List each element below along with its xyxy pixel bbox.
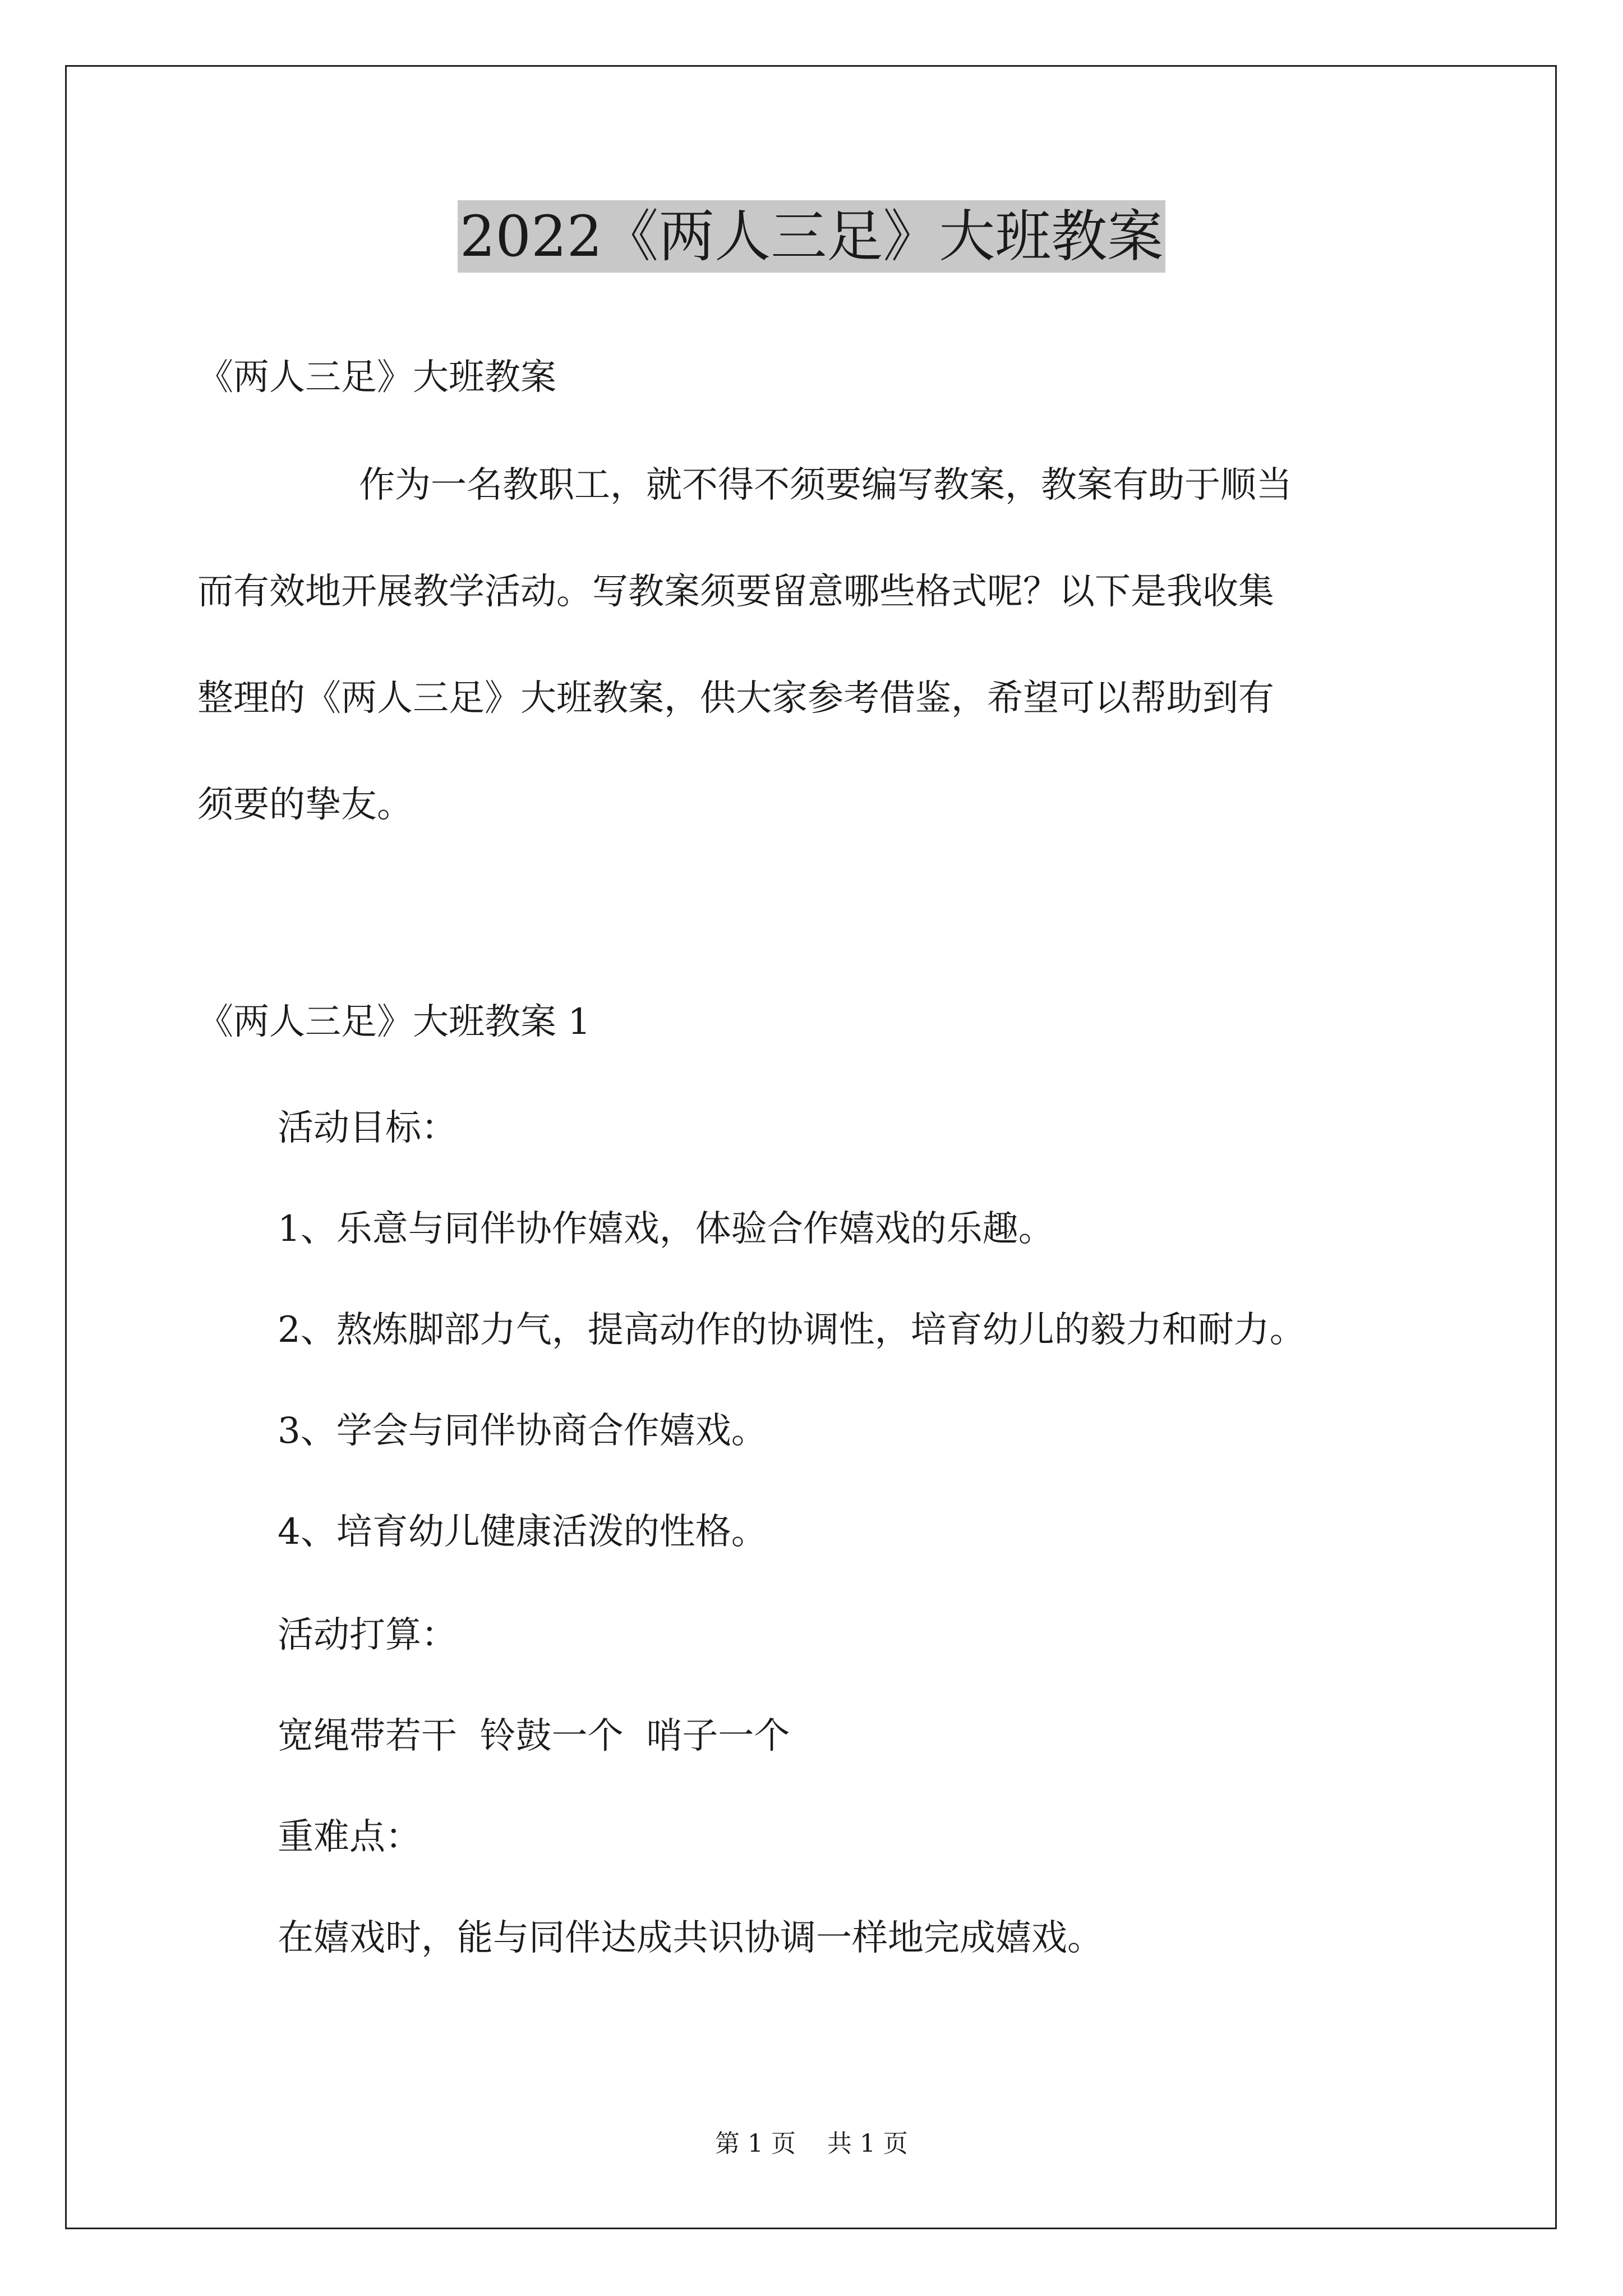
prep-text: 宽绳带若干 铃鼓一个 哨子一个 — [278, 1715, 790, 1757]
section-heading: 《两人三足》大班教案 1 — [197, 1001, 591, 1043]
goals-label: 活动目标： — [278, 1107, 457, 1149]
document-subtitle: 《两人三足》大班教案 — [197, 357, 556, 398]
goal-item-1: 1、乐意与同伴协作嬉戏，体验合作嬉戏的乐趣。 — [278, 1208, 1054, 1250]
intro-line-2: 而有效地开展教学活动。写教案须要留意哪些格式呢？以下是我收集 — [197, 571, 1274, 613]
key-label: 重难点： — [278, 1816, 421, 1858]
intro-line-3: 整理的《两人三足》大班教案，供大家参考借鉴，希望可以帮助到有 — [197, 678, 1274, 719]
intro-line-1: 作为一名教职工，就不得不须要编写教案，教案有助于顺当 — [359, 464, 1292, 506]
goal-item-2: 2、熬炼脚部力气，提高动作的协调性，培育幼儿的毅力和耐力。 — [278, 1309, 1306, 1351]
intro-line-4: 须要的挚友。 — [197, 784, 413, 826]
goal-item-3: 3、学会与同伴协商合作嬉戏。 — [278, 1410, 767, 1452]
document-title — [0, 197, 1623, 276]
document-title-text: 2022《两人三足》大班教案 — [458, 200, 1166, 273]
page-footer: 第 1 页 共 1 页 — [715, 2129, 908, 2158]
goal-item-4: 4、培育幼儿健康活泼的性格。 — [278, 1511, 767, 1553]
key-text: 在嬉戏时，能与同伴达成共识协调一样地完成嬉戏。 — [278, 1917, 1103, 1959]
prep-label: 活动打算： — [278, 1614, 457, 1656]
